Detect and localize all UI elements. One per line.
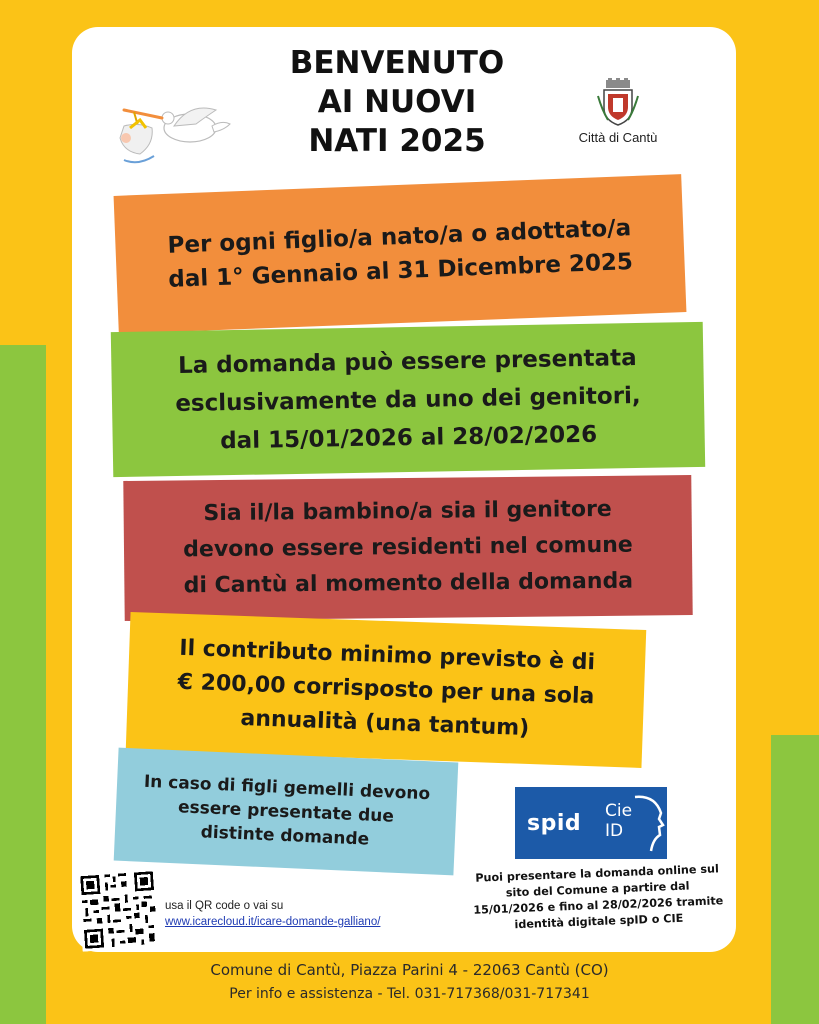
stork-icon: [104, 96, 236, 170]
band-line: annualità (una tantum): [240, 705, 530, 742]
green-accent-left: [0, 345, 46, 1024]
band-line: Per ogni figlio/a nato/a o adottato/a: [167, 215, 632, 259]
band-line: distinte domande: [200, 821, 370, 850]
cie-line: ID: [605, 821, 624, 841]
band-line: devono essere residenti nel comune: [183, 532, 633, 563]
band-line: essere presentate due: [177, 796, 395, 827]
title-line: BENVENUTO: [289, 45, 505, 81]
band-line: € 200,00 corrisposto per una sola: [177, 669, 595, 710]
band-contribution: [126, 612, 647, 768]
spid-note: [462, 861, 734, 935]
cie-logo-text: [605, 801, 632, 841]
spid-note-line: 15/01/2026 e fino al 28/02/2026 tramite: [473, 894, 724, 917]
title-line: AI NUOVI: [317, 84, 477, 120]
page-title: [262, 44, 532, 161]
qr-code[interactable]: [77, 868, 160, 951]
band-application: [111, 322, 705, 477]
spid-note-line: Puoi presentare la domanda online sul: [475, 862, 720, 885]
green-accent-right: [771, 735, 819, 1024]
spid-note-line: sito del Comune a partire dal: [505, 879, 690, 900]
spid-logo: [515, 787, 667, 859]
spid-logo-text: spid: [527, 810, 582, 836]
band-line: In caso di figli gemelli devono: [143, 771, 431, 804]
application-link[interactable]: www.icarecloud.it/icare-domande-galliano/: [165, 916, 381, 928]
qr-label: usa il QR code o vai su: [165, 900, 284, 912]
band-line: La domanda può essere presentata: [177, 344, 637, 379]
city-name: Città di Cantù: [578, 130, 658, 145]
face-profile-icon: [631, 793, 665, 855]
footer-contact: Per info e assistenza - Tel. 031-717368/031-717341: [229, 986, 590, 1002]
band-line: dal 15/01/2026 al 28/02/2026: [219, 421, 598, 454]
band-line: Il contributo minimo previsto è di: [178, 635, 596, 676]
band-line: esclusivamente da uno dei genitori,: [175, 382, 641, 417]
footer-address: Comune di Cantù, Piazza Parini 4 - 22063 Cantù (CO): [210, 961, 609, 979]
band-eligibility: [114, 174, 687, 334]
band-line: dal 1° Gennaio al 31 Dicembre 2025: [167, 249, 634, 293]
spid-note-line: identità digitale spID o CIE: [514, 911, 684, 932]
band-line: Sia il/la bambino/a sia il genitore: [203, 496, 612, 527]
crest-icon: [596, 78, 640, 126]
cie-line: Cie: [605, 801, 633, 821]
title-line: NATI 2025: [308, 123, 486, 159]
band-line: di Cantù al momento della domanda: [183, 568, 634, 599]
cie-logo: [601, 787, 667, 859]
band-residency: [123, 475, 692, 621]
band-twins: [114, 748, 459, 876]
